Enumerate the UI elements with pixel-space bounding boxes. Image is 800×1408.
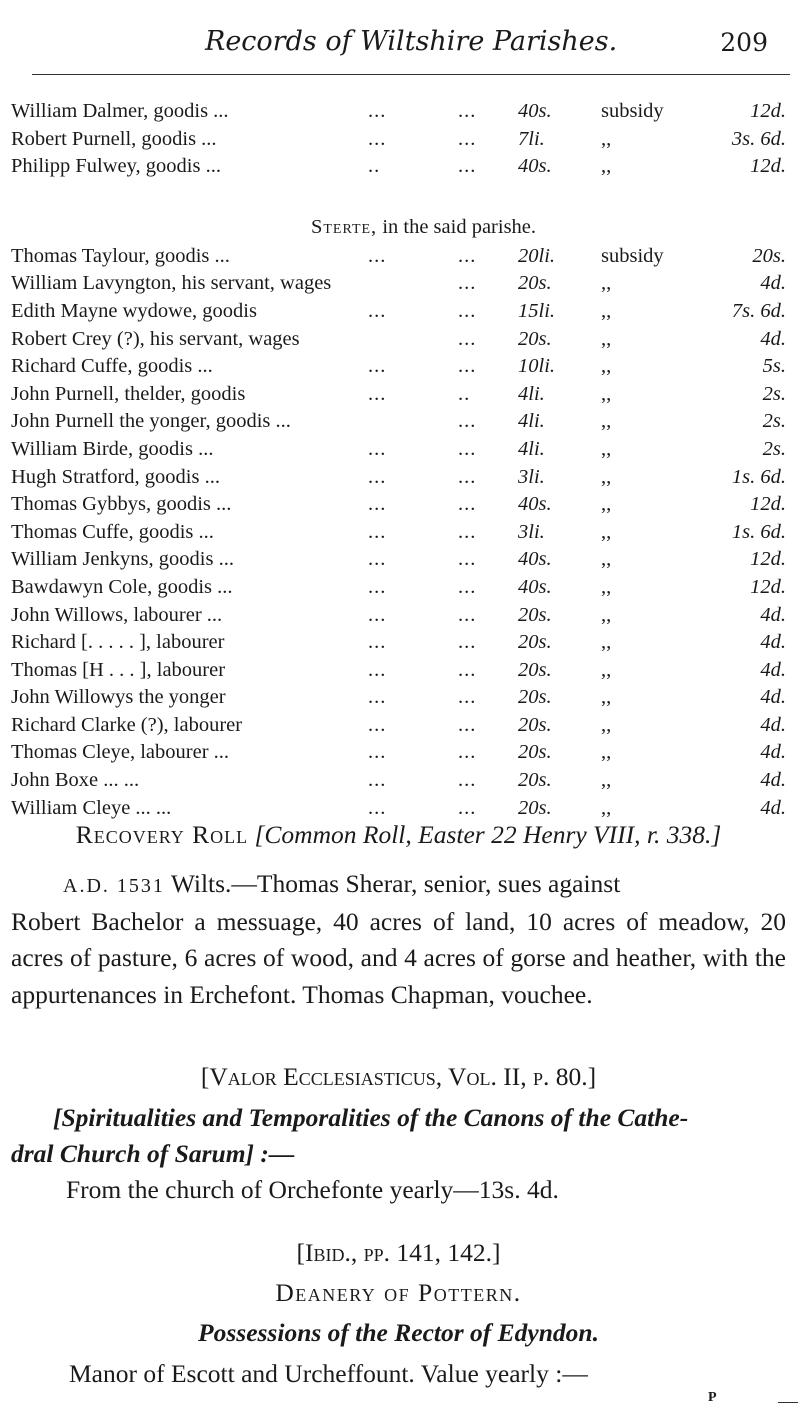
leader-dots: ...: [458, 796, 477, 819]
leader-dots: ...: [458, 493, 477, 516]
recovery-body-first: Wilts.—Thomas Sherar, senior, sues against: [170, 869, 621, 898]
subsidy-mark: ,,: [601, 127, 612, 150]
person-name: Thomas [H . . . ], labourer: [11, 658, 226, 681]
recovery-roll-heading: [11, 820, 786, 850]
subsidy-mark: ,,: [601, 548, 612, 571]
leader-dots: ...: [368, 299, 387, 322]
subsidy-value: 1s. 6d.: [731, 465, 786, 488]
signature-mark: P: [708, 1390, 717, 1405]
running-head: [0, 26, 800, 62]
assessment-value: 7li.: [518, 127, 545, 150]
leader-dots: ...: [458, 100, 477, 122]
leader-dots: ...: [368, 631, 387, 654]
subsidy-mark: ,,: [601, 713, 612, 736]
subsidy-value: 2s.: [762, 382, 786, 405]
sterte-place: Sterte,: [310, 215, 378, 238]
possessions-heading: Possessions of the Rector of Edyndon.: [198, 1318, 599, 1347]
leader-dots: ...: [458, 410, 477, 433]
assessment-value: 40s.: [518, 155, 552, 178]
subsidy-mark: ,,: [601, 382, 612, 405]
leader-dots: ...: [458, 769, 477, 792]
assessment-value: 4li.: [518, 437, 545, 460]
table-row: [11, 519, 796, 547]
assessment-value: 20s.: [518, 796, 552, 819]
person-name: John Purnell, thelder, goodis: [11, 382, 246, 405]
person-name: Thomas Gybbys, goodis ...: [11, 493, 232, 516]
header-rule: [32, 74, 790, 75]
assessment-value: 15li.: [518, 299, 556, 322]
leader-dots: ...: [458, 548, 477, 571]
subsidy-mark: ,,: [601, 437, 612, 460]
subsidy-mark: ,,: [601, 355, 612, 378]
subsidy-value: 3s. 6d.: [731, 127, 786, 150]
subsidy-mark: ,,: [601, 603, 612, 626]
person-name: William Lavyngton, his servant, wages: [11, 272, 332, 295]
page-number: 209: [720, 28, 768, 57]
leader-dots: ...: [368, 127, 387, 150]
assessment-value: 20li.: [518, 244, 556, 267]
table-row: [11, 126, 796, 154]
subsidy-mark: ,,: [601, 686, 612, 709]
person-name: William Cleye ... ...: [11, 796, 172, 819]
subsidy-mark: ,,: [601, 741, 612, 764]
person-name: John Willows, labourer ...: [11, 603, 223, 626]
table-row: [11, 684, 796, 712]
assessment-value: 20s.: [518, 631, 552, 654]
leader-dots: ...: [458, 713, 477, 736]
subsidy-mark: ,,: [601, 769, 612, 792]
deanery-heading: Deanery of Pottern.: [275, 1278, 522, 1307]
leader-dots: ...: [458, 355, 477, 378]
person-name: Bawdawyn Cole, goodis ...: [11, 575, 233, 598]
assessment-value: 20s.: [518, 741, 552, 764]
person-name: William Jenkyns, goodis ...: [11, 548, 234, 571]
leader-dots: ...: [368, 548, 387, 571]
leader-dots: ...: [368, 493, 387, 516]
signature-rule: [778, 1402, 798, 1403]
subsidy-value: 2s.: [762, 410, 786, 433]
subsidy-mark: ,,: [601, 575, 612, 598]
leader-dots: ...: [458, 272, 477, 295]
table-row: [11, 153, 796, 181]
subsidy-mark: ,,: [601, 631, 612, 654]
person-name: Hugh Stratford, goodis ...: [11, 465, 220, 488]
subsidy-value: 12d.: [750, 493, 786, 516]
leader-dots: ...: [368, 741, 387, 764]
leader-dots: ...: [368, 465, 387, 488]
leader-dots: ...: [458, 741, 477, 764]
subsidy-mark: ,,: [601, 272, 612, 295]
valor-heading: [Valor Ecclesiasticus, Vol. II, p. 80.]: [200, 1062, 597, 1091]
assessment-value: 20s.: [518, 769, 552, 792]
subsidy-value: 4d.: [760, 769, 786, 792]
subsidy-value: 20s.: [752, 244, 786, 267]
assessment-value: 3li.: [518, 520, 545, 543]
leader-dots: ...: [458, 327, 477, 350]
leader-dots: ...: [368, 382, 387, 405]
subsidy-mark: subsidy: [601, 244, 664, 267]
leader-dots: ...: [368, 796, 387, 819]
assessment-value: 20s.: [518, 327, 552, 350]
table-row: [11, 353, 796, 381]
subsidy-mark: ,,: [601, 155, 612, 178]
sterte-rest: in the said parishe.: [377, 215, 537, 238]
leader-dots: ...: [368, 603, 387, 626]
assessment-value: 20s.: [518, 713, 552, 736]
subsidy-value: 4d.: [760, 713, 786, 736]
assessment-value: 4li.: [518, 410, 545, 433]
leader-dots: ...: [458, 244, 477, 267]
subsidy-value: 12d.: [750, 155, 786, 178]
spiritualities-line-1: [Spiritualities and Temporalities of the Canons of the Cathe-: [53, 1103, 689, 1132]
leader-dots: ...: [458, 127, 477, 150]
leader-dots: ...: [368, 100, 387, 122]
leader-dots: ...: [368, 713, 387, 736]
recovery-body-rest: Robert Bachelor a messuage, 40 acres of land, 10 acres of meadow, 20 acres of pasture, 6 acres of wood, and 4 acres of gorse and heather, with the appurtenances in Erchefont. Thomas Chapman, vouchee.: [11, 907, 786, 1009]
person-name: William Birde, goodis ...: [11, 437, 214, 460]
manor-line: Manor of Escott and Urcheffount. Value yearly :—: [69, 1359, 588, 1388]
subsidy-mark: ,,: [601, 520, 612, 543]
leader-dots: ...: [458, 603, 477, 626]
subsidy-mark: ,,: [601, 410, 612, 433]
assessment-value: 40s.: [518, 548, 552, 571]
table-row: [11, 739, 796, 767]
leader-dots: ...: [368, 769, 387, 792]
subsidy-mark: ,,: [601, 465, 612, 488]
recovery-paragraph: [11, 866, 786, 1013]
leader-dots: ...: [368, 520, 387, 543]
recovery-date: A.D. 1531: [63, 875, 165, 897]
table-row: [11, 464, 796, 492]
assessment-value: 20s.: [518, 658, 552, 681]
subsidy-mark: subsidy: [601, 100, 664, 122]
subsidy-value: 4d.: [760, 327, 786, 350]
subsidy-value: 7s. 6d.: [731, 299, 786, 322]
subsidy-value: 12d.: [750, 548, 786, 571]
table-row: [11, 795, 796, 823]
subsidy-value: 2s.: [762, 437, 786, 460]
person-name: Richard Cuffe, goodis ...: [11, 355, 213, 378]
table-row: [11, 326, 796, 354]
subsidy-table: [11, 98, 796, 822]
recovery-reference: [Common Roll, Easter 22 Henry VIII, r. 338.]: [254, 820, 722, 849]
subsidy-mark: ,,: [601, 493, 612, 516]
assessment-value: 20s.: [518, 272, 552, 295]
spiritualities-heading: [11, 1100, 786, 1172]
subsidy-value: 12d.: [750, 575, 786, 598]
spacer: [11, 181, 796, 211]
table-row: [11, 602, 796, 630]
person-name: Robert Purnell, goodis ...: [11, 127, 217, 150]
assessment-value: 20s.: [518, 603, 552, 626]
sterte-rows: [11, 243, 796, 822]
assessment-value: 20s.: [518, 686, 552, 709]
table-row: [11, 270, 796, 298]
subsidy-value: 4d.: [760, 272, 786, 295]
table-row: [11, 408, 796, 436]
assessment-value: 10li.: [518, 355, 556, 378]
assessment-value: 40s.: [518, 575, 552, 598]
running-title: Records of Wiltshire Parishes.: [205, 26, 618, 57]
subsidy-value: 4d.: [760, 796, 786, 819]
person-name: Richard [. . . . . ], labourer: [11, 631, 225, 654]
subsidy-mark: ,,: [601, 658, 612, 681]
leader-dots: ...: [458, 465, 477, 488]
subsidy-value: 4d.: [760, 741, 786, 764]
person-name: Thomas Taylour, goodis ...: [11, 244, 230, 267]
leader-dots: ...: [458, 575, 477, 598]
assessment-value: 40s.: [518, 100, 552, 122]
table-row: [11, 546, 796, 574]
subsidy-mark: ,,: [601, 796, 612, 819]
table-row: [11, 767, 796, 795]
leader-dots: ...: [368, 437, 387, 460]
table-row: [11, 436, 796, 464]
table-row: [11, 657, 796, 685]
table-row: [11, 98, 796, 126]
person-name: John Willowys the yonger: [11, 686, 226, 709]
recovery-first-line: [11, 866, 786, 904]
leader-dots: ...: [368, 686, 387, 709]
table-row: [11, 491, 796, 519]
person-name: Thomas Cuffe, goodis ...: [11, 520, 214, 543]
leader-dots: ..: [458, 382, 471, 405]
assessment-value: 4li.: [518, 382, 545, 405]
spiritualities-line-2: dral Church of Sarum] :—: [11, 1139, 295, 1168]
table-row: [11, 629, 796, 657]
person-name: Philipp Fulwey, goodis ...: [11, 155, 221, 178]
subsidy-mark: ,,: [601, 299, 612, 322]
subsidy-value: 4d.: [760, 658, 786, 681]
recovery-label: Recovery Roll: [75, 820, 249, 849]
leader-dots: ...: [458, 155, 477, 178]
person-name: John Purnell the yonger, goodis ...: [11, 410, 291, 433]
leader-dots: ...: [368, 355, 387, 378]
leader-dots: ...: [458, 658, 477, 681]
person-name: Thomas Cleye, labourer ...: [11, 741, 230, 764]
subsidy-mark: ,,: [601, 327, 612, 350]
leader-dots: ...: [458, 631, 477, 654]
subsidy-value: 1s. 6d.: [731, 520, 786, 543]
assessment-value: 40s.: [518, 493, 552, 516]
subsidy-value: 12d.: [750, 100, 786, 122]
leader-dots: ...: [458, 299, 477, 322]
leader-dots: ...: [368, 575, 387, 598]
leader-dots: ...: [458, 437, 477, 460]
leader-dots: ...: [458, 686, 477, 709]
person-name: William Dalmer, goodis ...: [11, 100, 229, 122]
person-name: Edith Mayne wydowe, goodis: [11, 299, 257, 322]
subsidy-value: 4d.: [760, 686, 786, 709]
subsidy-value: 4d.: [760, 603, 786, 626]
leader-dots: ...: [368, 244, 387, 267]
table-row: [11, 243, 796, 271]
subsidy-value: 4d.: [760, 631, 786, 654]
table-row: [11, 381, 796, 409]
subsidy-value: 5s.: [762, 355, 786, 378]
table-row: [11, 574, 796, 602]
table-row: [11, 298, 796, 326]
orchefonte-entry: From the church of Orchefonte yearly—13s. 4d.: [66, 1175, 559, 1204]
person-name: John Boxe ... ...: [11, 769, 140, 792]
leader-dots: ...: [368, 658, 387, 681]
assessment-value: 3li.: [518, 465, 545, 488]
top-rows: [11, 98, 796, 211]
leader-dots: ...: [458, 520, 477, 543]
table-row: [11, 712, 796, 740]
person-name: Richard Clarke (?), labourer: [11, 713, 243, 736]
sterte-heading: [11, 211, 796, 243]
ibid-heading: [Ibid., pp. 141, 142.]: [296, 1238, 501, 1267]
person-name: Robert Crey (?), his servant, wages: [11, 327, 300, 350]
leader-dots: ..: [368, 155, 381, 178]
